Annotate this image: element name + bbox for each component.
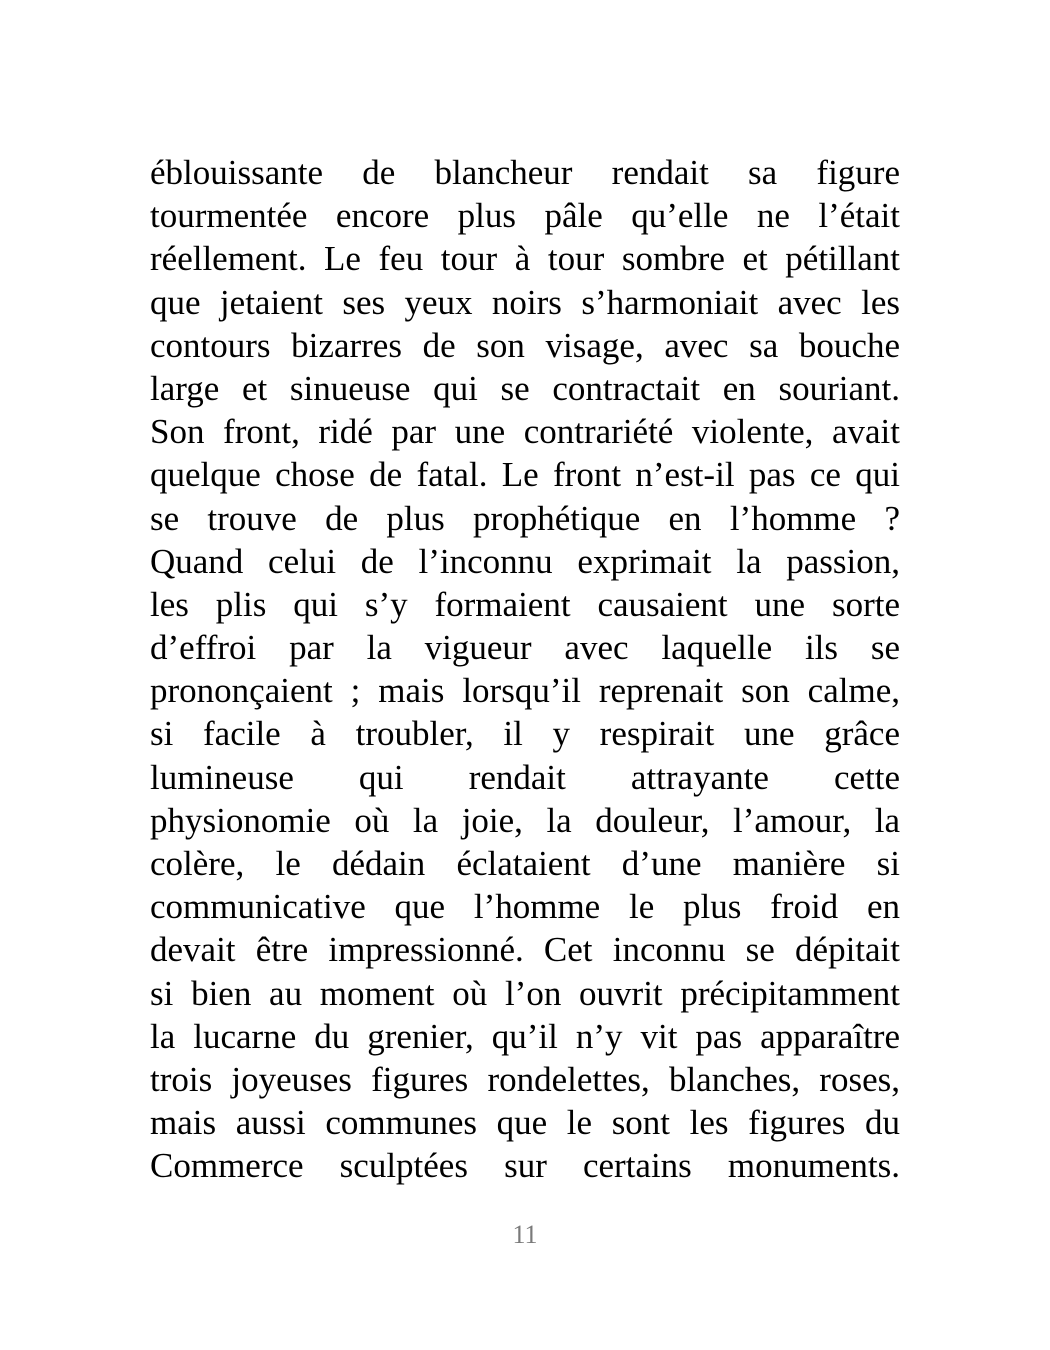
text-line: lumineuse qui rendait attrayante cette bbox=[150, 757, 900, 797]
text-line: d’effroi par la vigueur avec laquelle ils se bbox=[150, 628, 900, 668]
text-line: Son front, ridé par une contrariété violente, avait bbox=[150, 412, 900, 452]
text-line: contours bizarres de son visage, avec sa bouche bbox=[150, 325, 900, 365]
text-line: réellement. Le feu tour à tour sombre et pétillant bbox=[150, 239, 900, 279]
text-line: quelque chose de fatal. Le front n’est-il pas ce qui bbox=[150, 455, 900, 495]
text-line: Quand celui de l’inconnu exprimait la passion, bbox=[150, 541, 900, 581]
text-line: large et sinueuse qui se contractait en souriant. bbox=[150, 368, 900, 408]
text-line: la lucarne du grenier, qu’il n’y vit pas apparaître bbox=[150, 1016, 900, 1056]
text-line: éblouissante de blancheur rendait sa figure bbox=[150, 153, 900, 192]
text-line: physionomie où la joie, la douleur, l’amour, la bbox=[150, 800, 900, 840]
body-text bbox=[150, 151, 900, 1188]
text-line: tourmentée encore plus pâle qu’elle ne l’était bbox=[150, 196, 900, 236]
text-line: que jetaient ses yeux noirs s’harmoniait avec les bbox=[150, 282, 900, 322]
page-number: 11 bbox=[512, 1220, 538, 1249]
text-line: mais aussi communes que le sont les figures du bbox=[150, 1103, 900, 1143]
text-line: trois joyeuses figures rondelettes, blanches, roses, bbox=[150, 1059, 900, 1099]
text-line: devait être impressionné. Cet inconnu se dépitait bbox=[150, 930, 900, 970]
text-line: Commerce sculptées sur certains monuments. bbox=[150, 1146, 900, 1186]
text-line: les plis qui s’y formaient causaient une sorte bbox=[150, 584, 900, 624]
text-line: prononçaient ; mais lorsqu’il reprenait son calme, bbox=[150, 671, 900, 711]
text-line: communicative que l’homme le plus froid en bbox=[150, 887, 900, 927]
text-line: si bien au moment où l’on ouvrit précipitamment bbox=[150, 973, 900, 1013]
text-line: se trouve de plus prophétique en l’homme ? bbox=[150, 498, 900, 538]
text-line: si facile à troubler, il y respirait une grâce bbox=[150, 714, 900, 754]
text-line: colère, le dédain éclataient d’une manière si bbox=[150, 844, 900, 883]
